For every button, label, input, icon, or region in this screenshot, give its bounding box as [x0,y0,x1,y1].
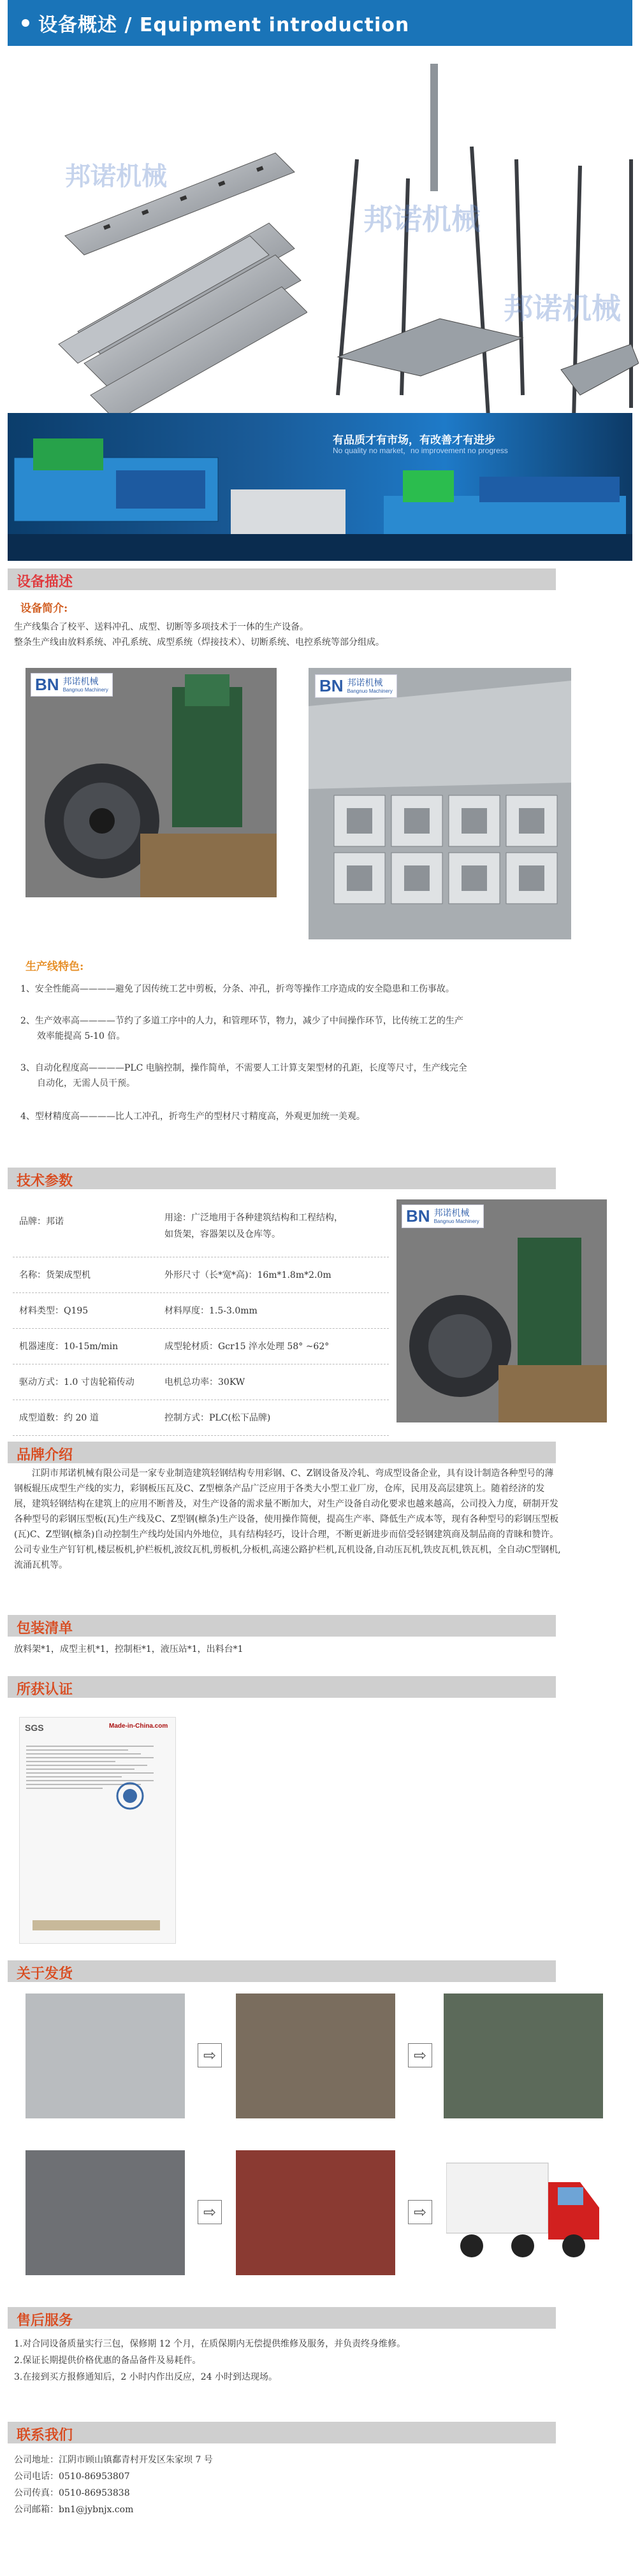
param-row: 驱动方式：1.0 寸齿轮箱传动 电机总功率：30KW [13,1364,389,1400]
seal-icon [115,1781,145,1811]
packing-list: 放料架*1，成型主机*1，控制柜*1，液压站*1，出料台*1 [14,1644,244,1654]
hero-image-racks [312,64,639,421]
brand-intro-text: 江阴市邦诺机械有限公司是一家专业制造建筑轻钢结构专用彩钢、C、Z钢设备及冷轧、弯成型设备企业，具有设计制造各种型号的薄钢板辊压成型生产线的实力，彩钢板压瓦及C、Z型檩条产品广泛应用于各类大小型工业厂房，仓库，民用及高层建筑上。随着经济的发展，建筑轻钢结构在建筑上的应用不断普及，对生产设备的需求量不断加大，对生产设备自动化要求也越来越高，公司投入力度，研制开发各种型号的彩钢压型板(瓦)生产线及C、Z型钢(檩条)生产设备，使用操作简便，提高生产率、降低生产成本等，现有各种型号的彩钢压型板(瓦)C、Z型钢(檩条)自动控制生产线均处国内外地位，具有结构轻巧，设计合理，不断更新进步而倍受轻钢建筑商及制品商的青睐和赞许。公司专业生产钉钉机,楼层板机,护栏板机,波纹瓦机,剪板机,分板机,高速公路护栏机,瓦机设备,自动压瓦机,铁皮瓦机,铁瓦机，全自动C型钢机,流涌瓦机等。 [14,1468,561,1570]
truck-image [446,2157,606,2275]
arrow-right-icon: ⇨ [408,2200,432,2224]
arrow-right-icon: ⇨ [198,2200,222,2224]
shipping-photo-5 [236,2150,395,2275]
machine-photo [25,668,277,897]
brand-logo: BN 邦诺机械 Bangnuo Machinery [31,673,113,697]
watermark-text: 邦诺机械 [65,163,167,191]
arrow-right-icon: ⇨ [198,2043,222,2067]
feature-3: 3、自动化程度高————PLC 电脑控制，操作简单，不需要人工计算支架型材的孔距，长度等尺寸，生产线完全 [20,1063,467,1073]
param-row: 机器速度：10-15m/min 成型轮材质：Gcr15 淬水处理 58° ~62° [13,1328,389,1364]
contact-address: 公司地址：江阴市顾山镇鄱青村开发区朱家坝 7 号 [14,2455,213,2465]
section-header-contact: 联系我们 [8,2422,556,2443]
intro-line-2: 整条生产线由放料系统、冲孔系统、成型系统（焊接技术）、切断系统、电控系统等部分组成。 [14,637,384,648]
shipping-photo-4 [25,2150,185,2275]
service-line-2: 2.保证长期提供价格优惠的备品备件及易耗件。 [14,2355,201,2366]
section-header-cert: 所获认证 [8,1676,556,1698]
feature-3-cont: 自动化，无需人员干预。 [37,1078,135,1089]
watermark-text: 邦诺机械 [363,202,481,236]
param-brand: 品牌：邦诺 [19,1217,64,1227]
intro-label: 设备简介: [20,602,68,615]
contact-fax: 公司传真：0510-86953838 [14,2488,130,2498]
param-usage: 用途：广泛地用于各种建筑结构和工程结构， [164,1213,343,1223]
param-usage-cont: 如货架，容器架以及仓库等。 [164,1229,280,1240]
section-header-brand: 品牌介绍 [8,1442,556,1463]
banner-slogan: 有品质才有市场，有改善才有进步 [333,434,495,447]
feature-4: 4、型材精度高————比人工冲孔，折弯生产的型材尺寸精度高，外观更加统一美观。 [20,1111,365,1122]
intro-line-1: 生产线集合了校平、送料冲孔、成型、切断等多项技术于一体的生产设备。 [14,622,309,632]
brand-logo: BN 邦诺机械 Bangnuo Machinery [402,1205,484,1228]
sgs-logo: SGS [25,1723,44,1733]
shipping-photo-2 [236,1994,395,2118]
section-header-packing: 包装清单 [8,1615,556,1637]
arrow-right-icon: ⇨ [408,2043,432,2067]
banner-slogan-en: No quality no market，no improvement no progress [333,446,508,455]
watermark-text: 邦诺机械 [504,291,621,326]
machine-illustration [8,413,632,561]
param-row: 材料类型：Q195 材料厚度：1.5-3.0mm [13,1292,389,1329]
mic-logo: Made-in-China.com [109,1723,168,1730]
contact-email[interactable]: 公司邮箱：bn1@jybnjx.com [14,2505,134,2515]
param-row-brand [13,1203,389,1257]
shipping-photo-3 [444,1994,603,2118]
section-header-shipping: 关于发货 [8,1960,556,1982]
section-header-params: 技术参数 [8,1168,556,1189]
channels-photo [309,668,571,939]
feature-1: 1、安全性能高————避免了因传统工艺中剪板，分条、冲孔，折弯等操作工序造成的安全隐患和工伤事故。 [20,984,455,994]
promo-banner [8,413,632,561]
certificate-image [19,1717,176,1944]
params-machine-photo [396,1199,607,1422]
hero-image-channels [52,64,307,421]
header-bar [8,0,632,46]
shipping-photo-1 [25,1994,185,2118]
contact-phone: 公司电话：0510-86953807 [14,2471,130,2482]
section-header-service: 售后服务 [8,2307,556,2329]
feature-2: 2、生产效率高————节约了多道工序中的人力，和管理环节，物力，减少了中间操作环节，比传统工艺的生产 [20,1016,463,1026]
features-label: 生产线特色: [25,960,84,973]
service-line-3: 3.在接到买方报修通知后，2 小时内作出反应，24 小时到达现场。 [14,2372,277,2382]
section-header-description: 设备描述 [8,568,556,590]
param-row: 名称：货架成型机 外形尺寸（长*宽*高)：16m*1.8m*2.0m [13,1257,389,1293]
service-line-1: 1.对合同设备质量实行三包，保修期 12 个月，在质保期内无偿提供维修及服务，并负责终身维修。 [14,2339,406,2349]
page-title: 设备概述 / Equipment introduction [38,14,410,36]
bullet-icon [22,19,29,27]
brand-logo: BN 邦诺机械 Bangnuo Machinery [315,674,397,698]
param-row: 成型道数：约 20 道 控制方式：PLC(松下品牌) [13,1400,389,1436]
feature-2-cont: 效率能提高 5-10 倍。 [37,1031,126,1041]
